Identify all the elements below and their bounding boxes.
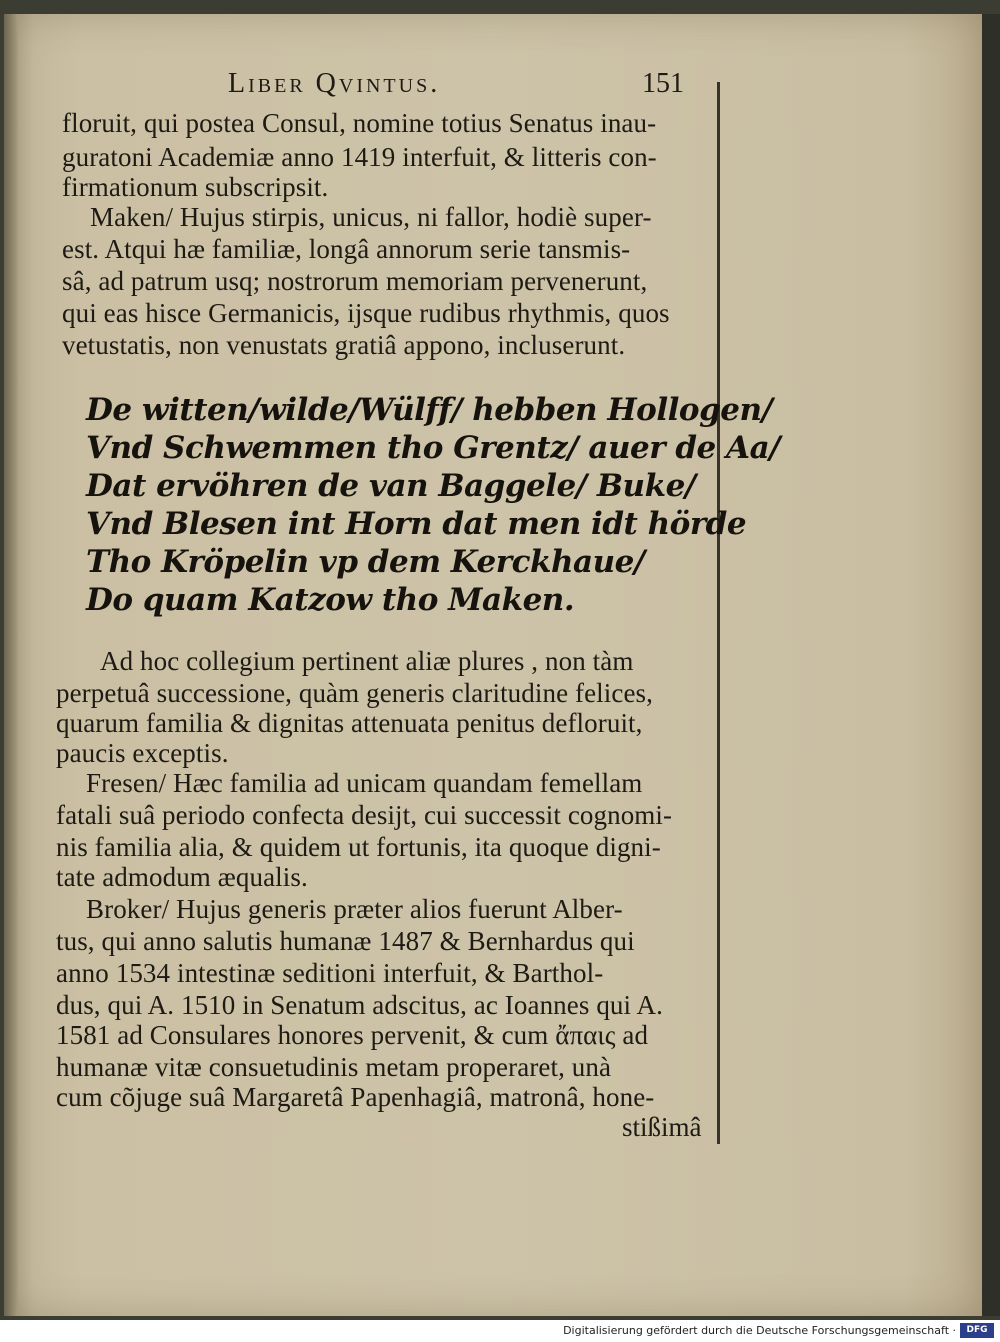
verse-line: Tho Kröpelin vp dem Kerckhaue/: [86, 544, 645, 580]
text-line: humanæ vitæ consuetudinis metam properaret, unà: [56, 1052, 612, 1082]
dfg-logo-icon: DFG: [960, 1323, 994, 1338]
text-line: Fresen/ Hæc familia ad unicam quandam femellam: [86, 768, 643, 798]
text-line: floruit, qui postea Consul, nomine totius Senatus inau-: [62, 108, 657, 138]
verse-line: De witten/wilde/Wülff/ hebben Hollogen/: [86, 392, 773, 428]
verse-line: Dat ervöhren de van Baggele/ Buke/: [86, 468, 696, 504]
text-line: est. Atqui hæ familiæ, longâ annorum serie tansmis-: [62, 234, 631, 264]
text-line: paucis exceptis.: [56, 738, 229, 768]
catchword: stißimâ: [622, 1112, 702, 1142]
text-line: tate admodum æqualis.: [56, 862, 308, 892]
text-line: perpetuâ successione, quàm generis claritudine felices,: [56, 678, 654, 708]
text-line: guratoni Academiæ anno 1419 interfuit, & litteris con-: [62, 142, 657, 172]
page-gutter-edge: [4, 14, 18, 1316]
verse-line: Vnd Schwemmen tho Grentz/ auer de Aa/: [86, 430, 780, 466]
page-number: 151: [642, 68, 684, 99]
text-line: fatali suâ periodo confecta desijt, cui successit cognomi-: [56, 800, 673, 830]
verse-line: Vnd Blesen int Horn dat men idt hörde: [86, 506, 747, 542]
text-line: dus, qui A. 1510 in Senatum adscitus, ac Ioannes qui A.: [56, 990, 663, 1020]
footer-bar: [0, 1320, 1000, 1342]
text-line: qui eas hisce Germanicis, ijsque rudibus rhythmis, quos: [62, 298, 670, 328]
footer-credit: Digitalisierung gefördert durch die Deutsche Forschungsgemeinschaft ·: [563, 1324, 956, 1337]
text-line: tus, qui anno salutis humanæ 1487 & Bernhardus qui: [56, 926, 635, 956]
text-line: cum cõjuge suâ Margaretâ Papenhagiâ, matronâ, hone-: [56, 1082, 655, 1112]
text-line: nis familia alia, & quidem ut fortunis, ita quoque digni-: [56, 832, 661, 862]
text-line: sâ, ad patrum usq; nostrorum memoriam pervenerunt,: [62, 266, 648, 296]
printed-margin-rule: [717, 82, 720, 1144]
text-line: Maken/ Hujus stirpis, unicus, ni fallor, hodiè super-: [90, 202, 652, 232]
scan-border-right: [982, 14, 1000, 1316]
text-line: Broker/ Hujus generis præter alios fuerunt Alber-: [86, 894, 623, 924]
text-line: Ad hoc collegium pertinent aliæ plures , non tàm: [100, 646, 634, 676]
text-line: quarum familia & dignitas attenuata penitus defloruit,: [56, 708, 643, 738]
text-line: vetustatis, non venustats gratiâ appono, incluserunt.: [62, 330, 626, 360]
text-line: 1581 ad Consulares honores pervenit, & cum ἄπαις ad: [56, 1020, 649, 1050]
text-line: firmationum subscripsit.: [62, 172, 329, 202]
verse-line: Do quam Katzow tho Maken.: [86, 582, 575, 618]
running-title: Liber Qvintus.: [228, 68, 441, 99]
text-line: anno 1534 intestinæ seditioni interfuit, & Barthol-: [56, 958, 604, 988]
